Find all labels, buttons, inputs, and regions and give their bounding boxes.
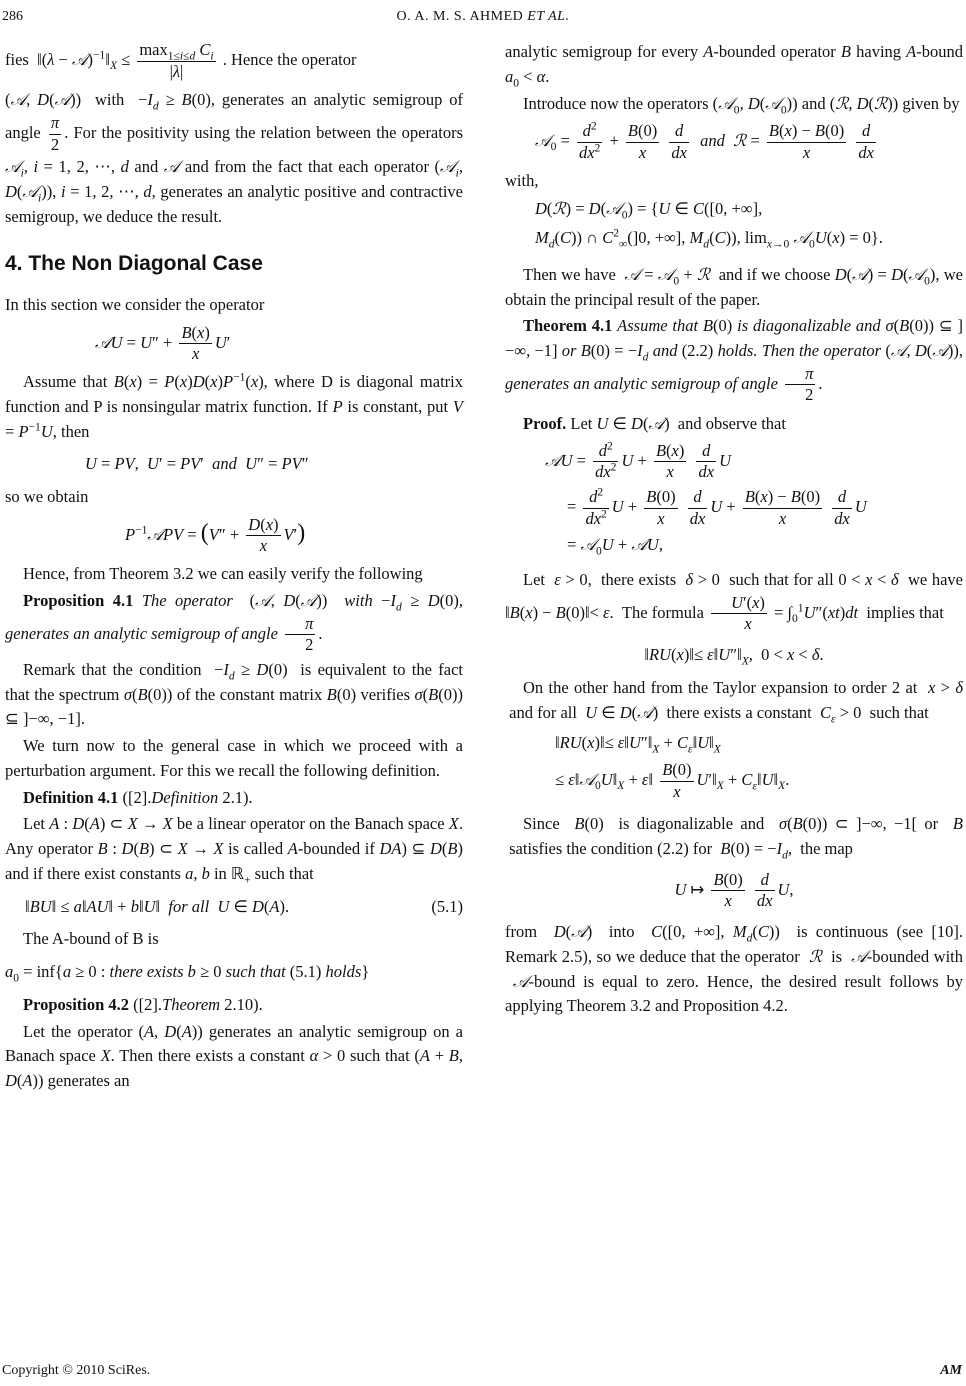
copyright-notice: Copyright © 2010 SciRes. — [2, 1363, 151, 1378]
equation-a0-r: 𝒜$_0$ = $\frac{d^2}{dx^2}$ + $\frac{B(0)}{x}$ $\frac{d}{dx}$ and ℛ = $\frac{B(x) - B(0)}{x}$ $\frac{d}{dx}$ — [535, 120, 874, 162]
journal-abbreviation: AM — [940, 1363, 962, 1378]
definition-4-1-text: Let A : D(A) ⊂ X → X be a linear operator on the Banach space X. Any operator B : D(B) ⊂ X → X is called A-bounded if DA) ⊆ D(B) and if there exist constants a, b in ℝ$_+$ such that — [5, 814, 463, 887]
definition-4-1-label: Definition 4.1 — [23, 787, 119, 807]
proposition-4-2-heading: Proposition 4.2 ([2].Theorem 2.10). — [23, 994, 263, 1014]
definition-4-1-heading: Definition 4.1 ([2].Definition 2.1). — [23, 787, 253, 807]
theorem-4-1: Theorem 4.1 Assume that B(0) is diagonalizable and σ(B(0)) ⊆ ]−∞, −1] or $B(0) = -I_d$ and (2.2) holds. Then the operator (𝒜, D(𝒜)), generates an analytic semigroup of angle $\frac{\pi}{2}$ . — [505, 316, 964, 405]
page-number: 286 — [2, 9, 23, 24]
paragraph-epsilon: Let ε > 0, there exists δ > 0 such that for all 0 < x < δ we have ‖B(x) − B(0)‖< ε. The formula $\frac{U'(x)}{x}$ = $\int_0^1U''(xt)dt$ implies that — [505, 570, 963, 634]
page-header — [0, 6, 966, 28]
proposition-4-1: Proposition 4.1 The operator (𝒜, D(𝒜)) with $-I_d \ge D(0)$, generates an analytic semigroup of angle $\frac{\pi}{2}$ . — [5, 590, 464, 655]
proposition-4-1-label: Proposition 4.1 — [23, 590, 134, 610]
equation-transformed: $P^{-1}𝒜PV = (V''$ + $\frac{D(x)}{x}$ V′) — [125, 514, 306, 556]
proof-start: Proof. Let U ∈ D(𝒜) and observe that — [523, 414, 786, 433]
paragraph-with: with, — [505, 170, 539, 190]
right-column — [505, 40, 963, 1021]
paragraph-so: so we obtain — [5, 487, 89, 506]
paragraph-taylor: On the other hand from the Taylor expansion to order 2 at x > δ and for all U ∈ D(𝒜) there exists a constant $C_\varepsilon > 0$ such that — [505, 677, 963, 725]
equation-a0: $a_0 = inf\{a \ge 0$ : there exists b ≥ 0 such that (5.1) holds} — [5, 962, 370, 985]
theorem-4-1-label: Theorem 4.1 — [523, 316, 613, 336]
proposition-4-2-text: Let the operator (A, D(A)) generates an analytic semigroup on a Banach space X. Then there exists a constant α > 0 such that (A + B, D(A)) generates an — [5, 1021, 463, 1091]
paragraph-then: Then we have 𝒜 = 𝒜$_0$ + ℛ and if we choose D(𝒜) = D(𝒜$_0$), we obtain the principal result of the paper. — [505, 264, 963, 309]
paragraph-since: Since B(0) is diagonalizable and σ(B(0)) ⊂ ]−∞, −1[ or B satisfies the condition (2.2) for $B(0) = -I_d$, the map — [505, 814, 963, 862]
paragraph-perturbation: We turn now to the general case in which we proceed with a perturbation argument. For this we recall the following definition. — [5, 736, 463, 780]
paragraph-hence: Hence, from Theorem 3.2 we can easily verify the following — [23, 564, 423, 584]
paragraph-remark: Remark that the condition $-I_d \ge D(0)$ is equivalent to the fact that the spectrum σ(B(0)) of the constant matrix B(0) verifies σ(B(0)) ⊆ ]−∞, −1]. — [5, 659, 464, 729]
section-heading: 4. The Non Diagonal Case — [5, 251, 263, 275]
equation-proof-1: 𝒜U = $\frac{d^2}{dx^2}$ U + $\frac{B(x)}{x}$ $\frac{d}{dx}$ U — [545, 440, 731, 482]
equation-5-1: ‖BU‖ ≤ a‖AU‖ + b‖U‖ for all U ∈ D(A). (5.1) — [5, 895, 463, 920]
equation-proof-6: ≤ $\varepsilon‖𝒜_0U‖_X$ + ε‖ $\frac{B(0)}{x}$ $U'‖_X$ + $C_\varepsilon‖U‖_X$. — [555, 760, 790, 801]
paragraph-intro: In this section we consider the operator — [5, 295, 265, 314]
equation-number: (5.1) — [431, 896, 463, 916]
equation-proof-2: = $\frac{d^2}{dx^2}$ U + $\frac{B(0)}{x}$ $\frac{d}{dx}$ U + $\frac{B(x) - B(0)}{x}$ $\frac{d}{dx}$ U — [567, 486, 867, 528]
equation-proof-4: ‖RU(x)‖≤ $\varepsilon‖U''‖_X$, 0 < x < δ. — [644, 645, 824, 668]
equation-proof-5: ‖RU(x)‖≤ $\varepsilon‖U''‖_X$ + $C_\varepsilon‖U‖_X$ — [555, 733, 721, 756]
paragraph-analytic-result: (𝒜, D(𝒜)) with $-I_d \ge B(0)$, generates an analytic semigroup of angle $\frac{\pi}{2}$ . For the positivity using the relation between the operators 𝒜$_i$, i = 1, 2, ⋯, d and 𝒜 and from the fact that each operator (𝒜$_i$, D(𝒜$_i$)), i = 1, 2, ⋯, d, generates an analytic positive and contractive semigroup, we deduce the result. — [5, 90, 464, 226]
equation-domain-2: $M_d(C)$) ∩ $C^2_\infty(]0$, +∞], $M_d(C)$), $\lim_{x\to 0}$ 𝒜$_0$U(x) = 0}. — [535, 227, 883, 251]
equation-substitution: U = PV, U′ = PV′ and U″ = PV″ — [85, 454, 309, 474]
paragraph-continuation-right: analytic semigroup for every A-bounded operator B having A-bound $a_0 < \alpha$. — [505, 42, 963, 90]
proposition-4-2-label: Proposition 4.2 — [23, 994, 130, 1014]
page-footer — [0, 1360, 966, 1380]
equation-operator: 𝒜U = U″ + $\frac{B(x)}{x}$ U′ — [95, 322, 231, 364]
equation-proof-7: U ↦ $\frac{B(0)}{x}$ $\frac{d}{dx}$ U, — [674, 869, 794, 911]
paragraph-continuation: fies ‖(λ − $𝒜)^{-1}‖_X$ ≤ $\frac{\max_{1\le i\le d} C_i}{|\lambda|}$ . Hence the operator — [5, 40, 357, 81]
proof-label: Proof. — [523, 414, 567, 433]
running-title: O. A. M. S. AHMED ET AL. — [396, 9, 570, 24]
paragraph-introduce: Introduce now the operators (𝒜$_0$, D(𝒜$_0$)) and (ℛ, D(ℛ)) given by — [523, 93, 960, 116]
equation-proof-3: = 𝒜$_0$U + 𝒜U, — [567, 535, 663, 558]
paragraph-a-bound: The A-bound of B is — [23, 929, 159, 949]
equation-domain-1: D(ℛ) = D(𝒜$_0$) = {U ∈ C([0, +∞], — [535, 199, 763, 222]
paragraph-assume: Assume that $B(x) = P(x)D(x)P^{-1}(x)$, where D is diagonal matrix function and P is nonsingular matrix function. If P is constant, put $V = P^{-1}U$, then — [5, 371, 463, 441]
paragraph-conclusion: from D(𝒜) into C([0, +∞], $M_d(C)$) is continuous (see [10]. Remark 2.5), so we deduce that the operator ℛ is 𝒜-bounded with 𝒜-bound is equal to zero. Hence, the desired result follows by applying Theorem 3.2 and Proposition 4.2. — [505, 922, 964, 1016]
left-column — [5, 40, 463, 1096]
